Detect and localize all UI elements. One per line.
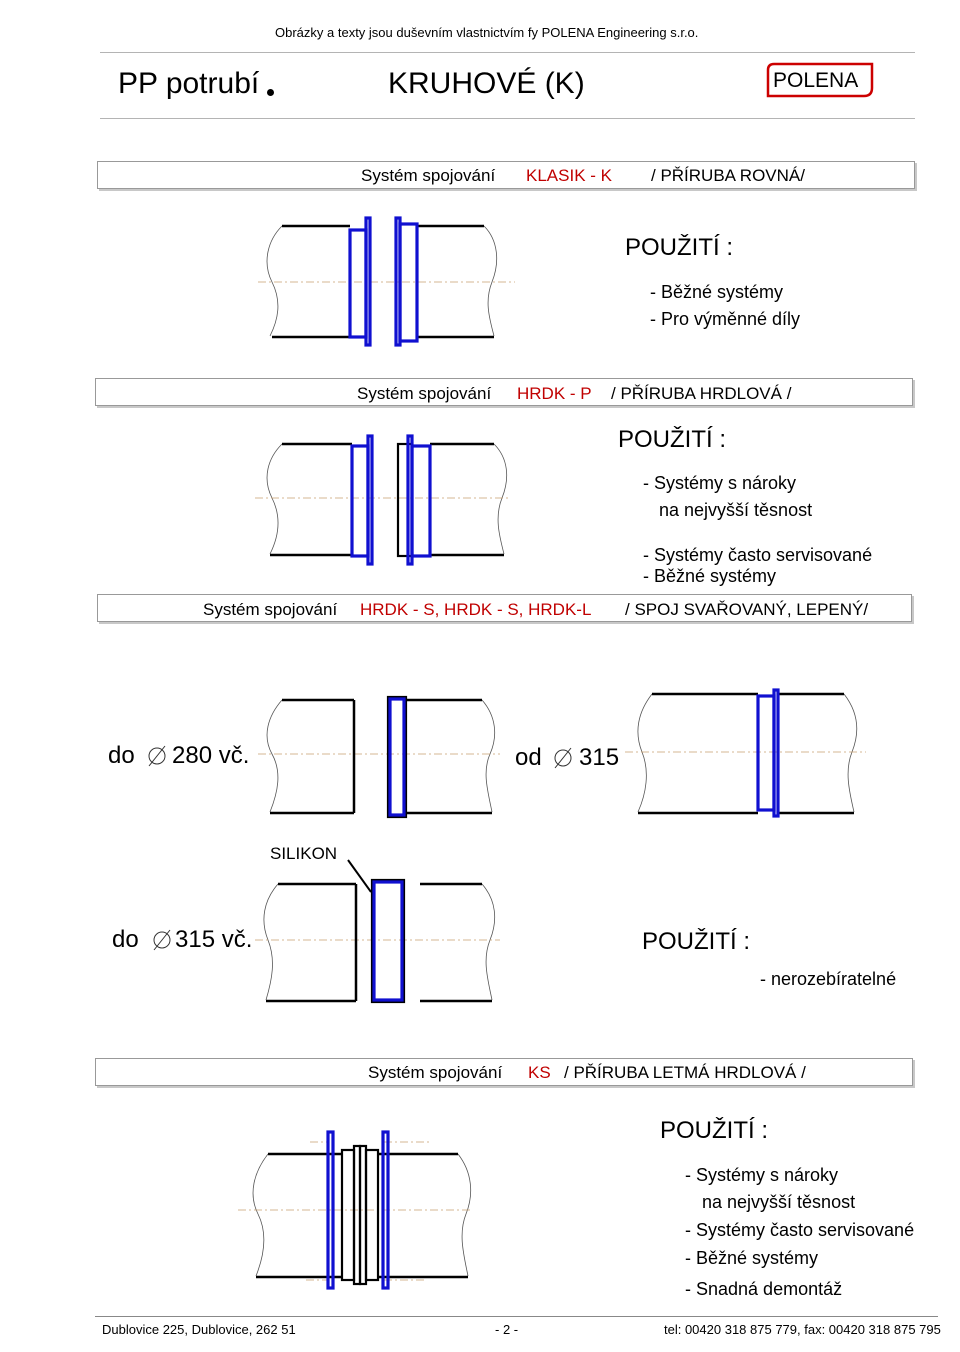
copyright-note: Obrázky a texty jsou duševním vlastnictvím fy POLENA Engineering s.r.o.: [275, 25, 699, 40]
section1-item-2: - Pro výměnné díly: [650, 309, 801, 329]
section2-item-2: na nejvyšší těsnost: [659, 500, 813, 520]
drawing-ks-loose-flange: [238, 1132, 471, 1288]
section1-code: KLASIK - K: [526, 166, 612, 185]
drawing-klasik-flange-joint: [258, 218, 515, 345]
section3-item-1: - nerozebíratelné: [760, 969, 897, 989]
section4-label: Systém spojování: [368, 1063, 503, 1082]
section2-item-3: - Systémy často servisované: [643, 545, 873, 565]
section4-desc: / PŘÍRUBA LETMÁ HRDLOVÁ /: [564, 1063, 806, 1082]
section3-usage-title: POUŽITÍ :: [642, 928, 750, 955]
section4-code: KS: [528, 1063, 551, 1082]
section1-item-1: - Běžné systémy: [650, 282, 784, 302]
do-label: do: [108, 742, 135, 769]
section4-item-2: na nejvyšší těsnost: [702, 1192, 856, 1212]
drawing-hrdk-s-small: [258, 697, 500, 817]
drawing-silikon-sleeve: [255, 860, 500, 1002]
page-title: KRUHOVÉ (K): [388, 67, 585, 100]
do2-label: do: [112, 926, 139, 953]
section3-label: Systém spojování: [203, 600, 338, 619]
section1-label: Systém spojování: [361, 166, 496, 185]
footer-contact: tel: 00420 318 875 779, fax: 00420 318 875 795: [664, 1322, 941, 1337]
section2-desc: / PŘÍRUBA HRDLOVÁ /: [611, 384, 792, 403]
silikon-label: SILIKON: [270, 844, 338, 863]
od-value: 315: [579, 744, 620, 771]
section2-item-4: - Běžné systémy: [643, 566, 777, 586]
drawing-hrdk-p-flange-joint: [255, 436, 508, 564]
section2-code: HRDK - P: [517, 384, 592, 403]
section1-desc: / PŘÍRUBA ROVNÁ/: [651, 166, 805, 185]
section4-item-4: - Běžné systémy: [685, 1248, 819, 1268]
footer-page-number: - 2 -: [495, 1322, 519, 1337]
section1-usage-title: POUŽITÍ :: [625, 234, 733, 261]
od-label: od: [515, 744, 542, 771]
section4-usage-title: POUŽITÍ :: [660, 1117, 768, 1144]
section4-item-5: - Snadná demontáž: [685, 1279, 843, 1299]
do2-value: 315 vč.: [175, 926, 253, 953]
drawing-hrdk-l-large: [625, 690, 866, 816]
section3-desc: / SPOJ SVAŘOVANÝ, LEPENÝ/: [625, 600, 869, 619]
do-value: 280 vč.: [172, 742, 250, 769]
section4-item-1: - Systémy s nároky: [685, 1165, 839, 1185]
section2-usage-title: POUŽITÍ :: [618, 426, 726, 453]
section2-item-1: - Systémy s nároky: [643, 473, 797, 493]
section4-item-3: - Systémy často servisované: [685, 1220, 915, 1240]
section3-code: HRDK - S, HRDK - S, HRDK-L: [360, 600, 592, 619]
section2-label: Systém spojování: [357, 384, 492, 403]
header-left-title: PP potrubí: [118, 67, 260, 100]
footer-address: Dublovice 225, Dublovice, 262 51: [102, 1322, 296, 1337]
logo-text: POLENA: [773, 69, 859, 92]
